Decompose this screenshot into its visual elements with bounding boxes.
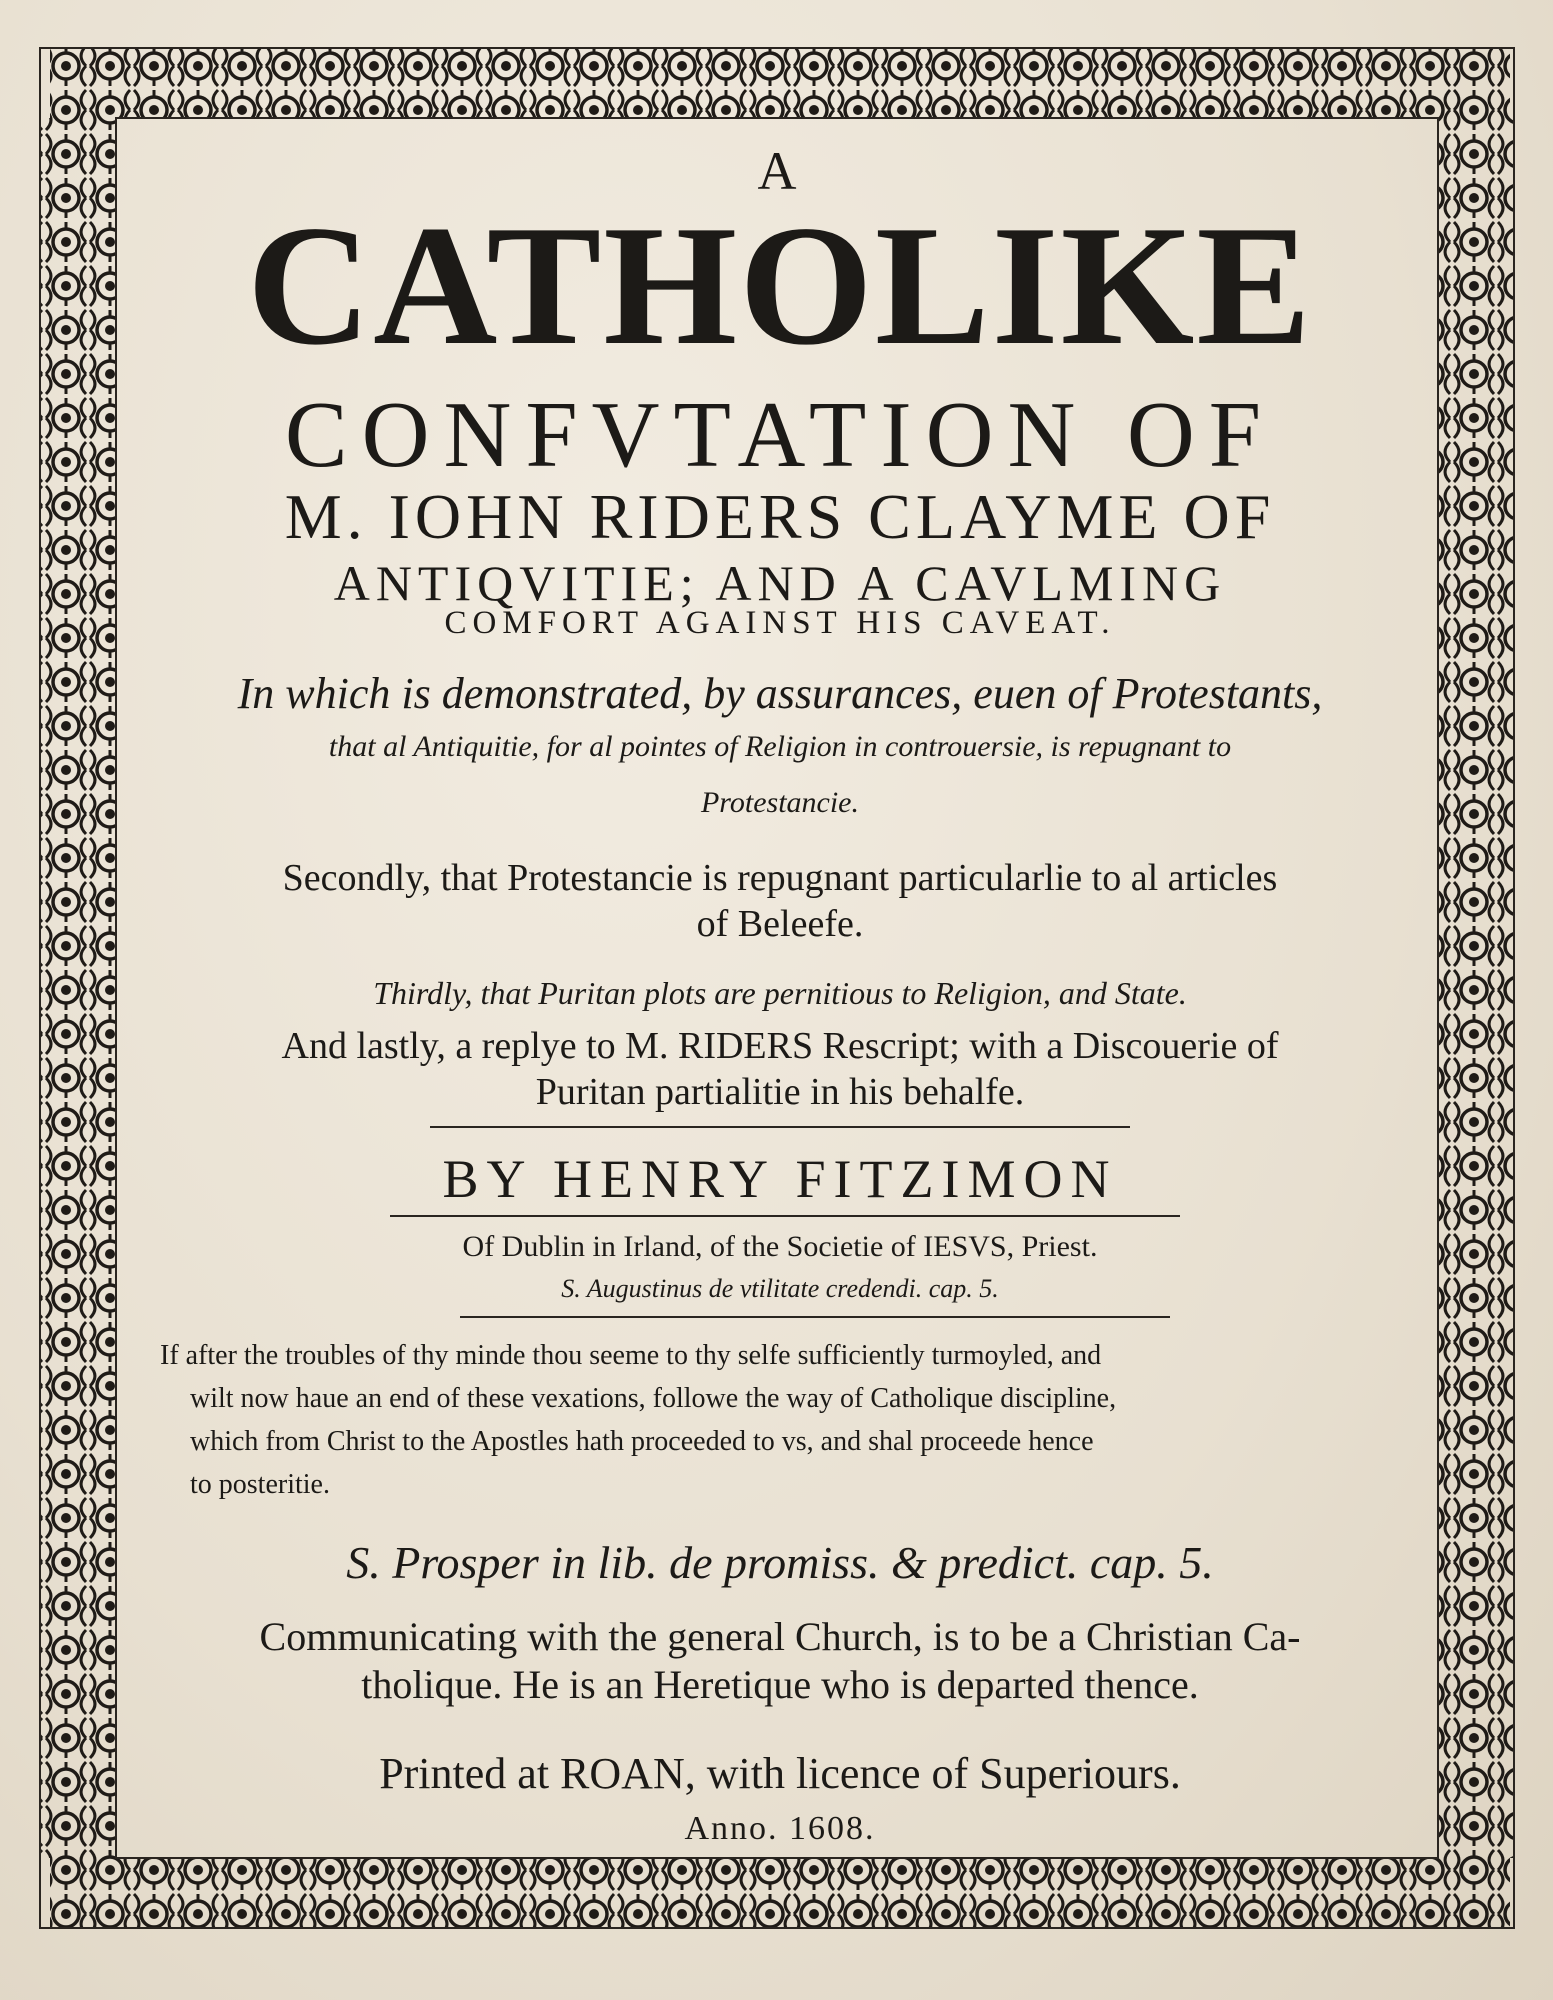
- date-line: Anno. 1608.: [684, 1810, 876, 1847]
- communicating-line-1: Communicating with the general Church, is to be a Christian Ca-: [259, 1614, 1301, 1659]
- quote-line-1: If after the troubles of thy minde thou seeme to thy selfe sufficiently turmoyled, and: [160, 1340, 1102, 1371]
- prosper-citation: S. Prosper in lib. de promiss. & predict. cap. 5.: [346, 1537, 1214, 1588]
- augustine-citation: S. Augustinus de vtilitate credendi. cap. 5.: [561, 1274, 999, 1303]
- lastly-line-2: Puritan partialitie in his behalfe.: [535, 1071, 1025, 1113]
- title-line-3: M. IOHN RIDERS CLAYME OF: [284, 481, 1276, 552]
- quote-line-2: wilt now haue an end of these vexations, followe the way of Catholique discipline,: [190, 1383, 1117, 1414]
- description-line-3: Protestancie.: [700, 786, 859, 819]
- underline-mark-2: [390, 1215, 1180, 1217]
- underline-mark-3: [460, 1316, 1170, 1318]
- title-line-5: COMFORT AGAINST HIS CAVEAT.: [444, 605, 1116, 641]
- quote-line-4: to posteritie.: [190, 1469, 330, 1500]
- quote-line-3: which from Christ to the Apostles hath proceeded to vs, and shal proceede hence: [190, 1426, 1094, 1457]
- title-line-4: ANTIQVITIE; AND A CAVLMING: [333, 555, 1227, 611]
- imprint-line: Printed at ROAN, with licence of Superiours.: [379, 1749, 1181, 1798]
- author-line: BY HENRY FITZIMON: [442, 1149, 1118, 1209]
- thirdly-line: Thirdly, that Puritan plots are pernitious to Religion, and State.: [373, 975, 1187, 1011]
- secondly-line-1: Secondly, that Protestancie is repugnant particularlie to al articles: [282, 857, 1278, 899]
- title-text-block: [140, 120, 1420, 1850]
- underline-mark-1: [430, 1126, 1130, 1128]
- description-line-1: In which is demonstrated, by assurances, euen of Protestants,: [237, 669, 1323, 718]
- communicating-line-2: tholique. He is an Heretique who is departed thence.: [361, 1662, 1199, 1707]
- affiliation-line: Of Dublin in Irland, of the Societie of IESVS, Priest.: [462, 1230, 1098, 1263]
- title-article: A: [757, 141, 803, 201]
- description-line-2: that al Antiquitie, for al pointes of Religion in controuersie, is repugnant to: [328, 730, 1232, 763]
- main-title: CATHOLIKE: [246, 191, 1314, 381]
- lastly-line-1: And lastly, a replye to M. RIDERS Rescript; with a Discouerie of: [281, 1025, 1279, 1067]
- title-line-2: CONFVTATION OF: [284, 383, 1276, 487]
- secondly-line-2: of Beleefe.: [696, 903, 864, 945]
